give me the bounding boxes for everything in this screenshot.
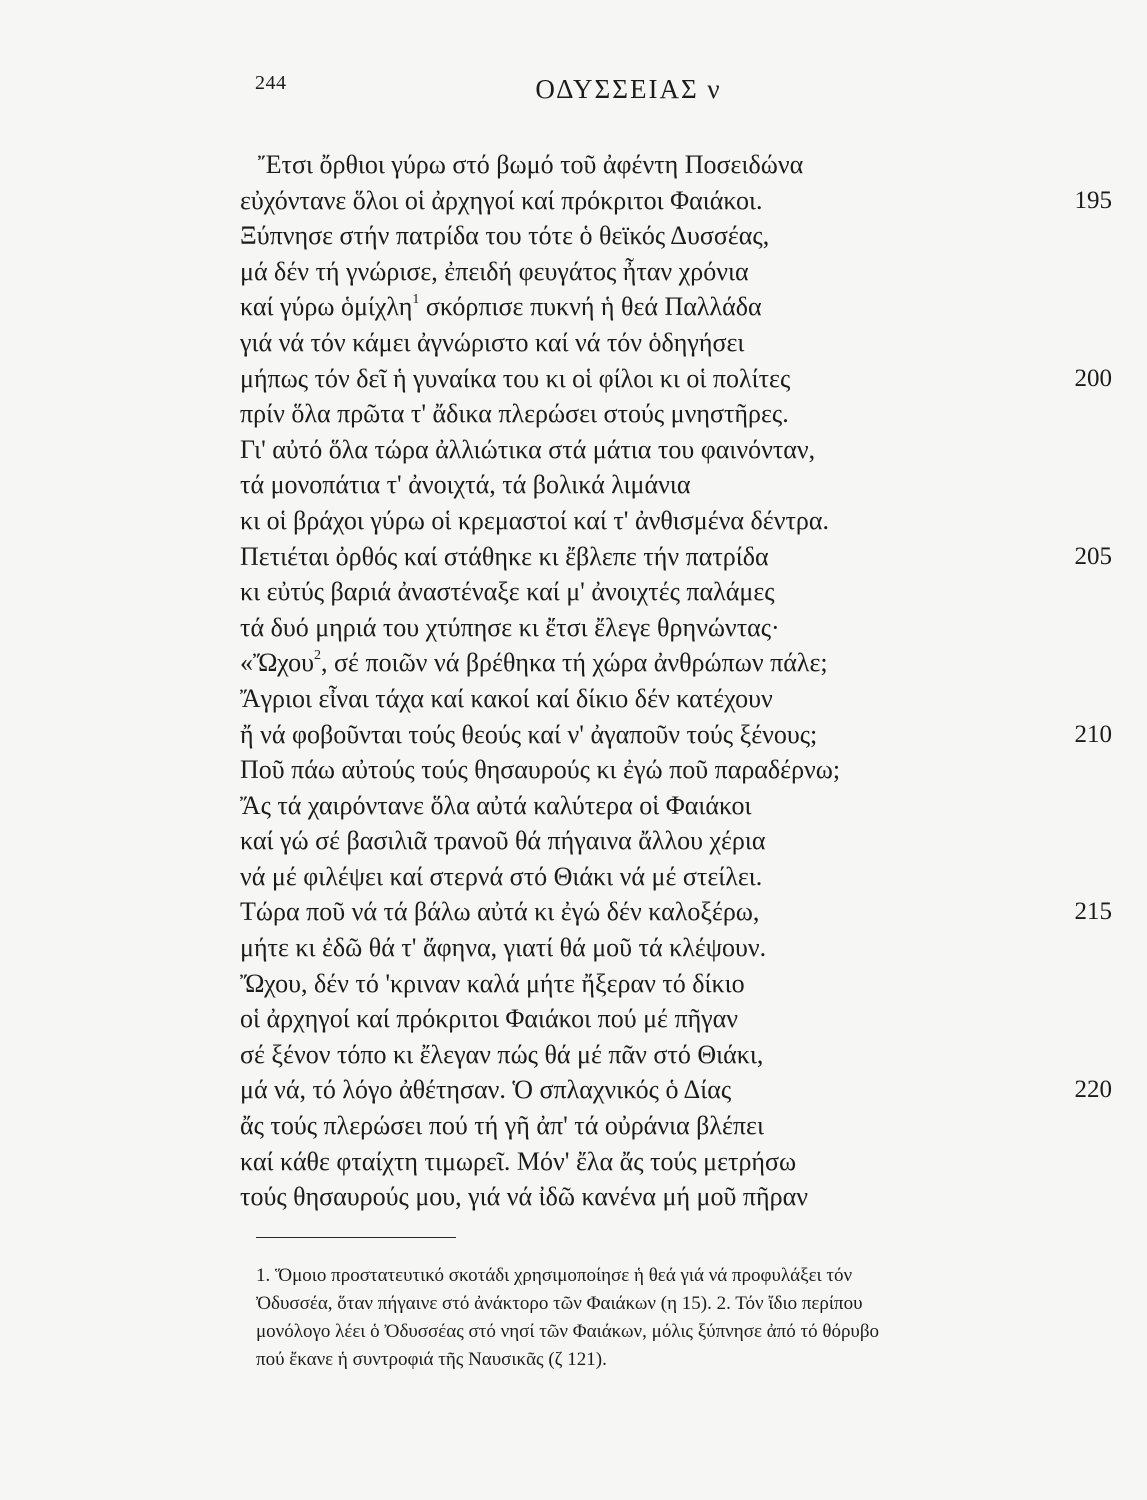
- verse-text-main: ἤ νά φοβοῦνται τούς θεούς καί ν' ἀγαποῦν τούς ξένους;: [240, 719, 818, 749]
- verse-text-main: μά δέν τή γνώρισε, ἐπειδή φευγάτος ἦταν χρόνια: [240, 256, 749, 286]
- verse-text-continuation: σκόρπισε πυκνή ἡ θεά Παλλάδα: [419, 292, 762, 322]
- verse-text: [240, 325, 744, 361]
- verse-text: [240, 645, 828, 681]
- verse-text-main: «Ὤχου: [240, 648, 315, 678]
- verse-text-main: Ἄγριοι εἶναι τάχα καί κακοί καί δίκιο δέν κατέχουν: [240, 683, 773, 713]
- verse-line: [240, 1037, 1120, 1073]
- verse-text-main: γιά νά τόν κάμει ἀγνώριστο καί νά τόν ὁδηγήσει: [240, 327, 745, 357]
- verse-text-main: τά μονοπάτια τ' ἀνοιχτά, τά βολικά λιμάνια: [240, 470, 691, 500]
- verse-text-main: καί γώ σέ βασιλιᾶ τρανοῦ θά πήγαινα ἄλλου χέρια: [240, 826, 766, 856]
- footnote-line: μονόλογο λέει ὁ Ὀδυσσέας στό νησί τῶν Φαιάκων, μόλις ξύπνησε ἀπό τό θόρυβο: [256, 1321, 880, 1342]
- page-number: 244: [255, 72, 287, 94]
- line-number: 200: [1074, 364, 1112, 392]
- verse-text: [240, 539, 769, 575]
- verse-text: [240, 1037, 763, 1073]
- verse-line: [240, 503, 1120, 539]
- verse-text-main: Ὤχου, δέν τό 'κριναν καλά μήτε ἤξεραν τό δίκιο: [240, 968, 745, 998]
- verse-text-main: Πετιέται ὀρθός καί στάθηκε κι ἔβλεπε τήν πατρίδα: [240, 541, 769, 571]
- verse-text-main: Ἄς τά χαιρόντανε ὅλα αὐτά καλύτερα οἱ Φαιάκοι: [240, 790, 752, 820]
- verse-line: [240, 467, 1120, 503]
- verse-text-main: μήτε κι ἐδῶ θά τ' ἄφηνα, γιατί θά μοῦ τά κλέψουν.: [240, 933, 767, 963]
- verse-line: [240, 218, 1120, 254]
- line-number: 215: [1074, 898, 1112, 926]
- verse-line: [240, 183, 1120, 219]
- verse-text-main: Τώρα ποῦ νά τά βάλω αὐτά κι ἐγώ δέν καλοξέρω,: [240, 897, 760, 927]
- verse-text: [240, 574, 775, 610]
- verse-text-main: κι εὐτύς βαριά ἀναστέναξε καί μ' ἀνοιχτές παλάμες: [240, 577, 775, 607]
- verse-text-main: μά νά, τό λόγο ἀθέτησαν. Ὁ σπλαχνικός ὁ Δίας: [240, 1075, 732, 1105]
- verse-text-main: μήπως τόν δεῖ ἡ γυναίκα του κι οἱ φίλοι κι οἱ πολίτες: [240, 363, 791, 393]
- verse-line: [240, 1108, 1120, 1144]
- verse-line: [240, 396, 1120, 432]
- verse-text-main: νά μέ φιλέψει καί στερνά στό Θιάκι νά μέ στείλει.: [240, 861, 763, 891]
- verse-text: [240, 681, 773, 717]
- verse-text: [240, 396, 789, 432]
- footnote-line: 1. Ὅμοιο προστατευτικό σκοτάδι χρησιμοποίησε ἡ θεά γιά νά προφυλάξει τόν: [256, 1265, 853, 1286]
- verse-line: [240, 574, 1120, 610]
- footnote-marker: 1: [412, 292, 420, 308]
- verse-line: [240, 432, 1120, 468]
- verse-block: [240, 147, 1120, 1215]
- verse-text-main: σέ ξένον τόπο κι ἔλεγαν πώς θά μέ πᾶν στό Θιάκι,: [240, 1039, 764, 1069]
- verse-line: [240, 289, 1120, 325]
- verse-line: [240, 717, 1120, 753]
- verse-text-main: Ποῦ πάω αὐτούς τούς θησαυρούς κι ἐγώ ποῦ παραδέρνω;: [240, 755, 841, 785]
- verse-text: [240, 254, 749, 290]
- verse-text-main: τά δυό μηριά του χτύπησε κι ἔτσι ἔλεγε θρηνώντας·: [240, 612, 780, 642]
- verse-line: [240, 823, 1120, 859]
- verse-text: [240, 859, 762, 895]
- verse-text-main: οἱ ἀρχηγοί καί πρόκριτοι Φαιάκοι πού μέ πῆγαν: [240, 1004, 739, 1034]
- verse-text: [240, 361, 790, 397]
- verse-line: [240, 539, 1120, 575]
- footnote-line: πού ἔκανε ἡ συντροφιά τῆς Ναυσικᾶς (ζ 121).: [256, 1349, 607, 1370]
- verse-text: [240, 432, 815, 468]
- line-number: 210: [1074, 720, 1112, 748]
- verse-text-main: εὐχόντανε ὅλοι οἱ ἀρχηγοί καί πρόκριτοι Φαιάκοι.: [240, 185, 763, 215]
- line-number: 220: [1074, 1076, 1112, 1104]
- verse-text-continuation: , σέ ποιῶν νά βρέθηκα τή χώρα ἀνθρώπων πάλε;: [321, 648, 828, 678]
- verse-text: [240, 717, 817, 753]
- verse-text: [240, 788, 752, 824]
- verse-text: [240, 966, 745, 1002]
- verse-text-main: ἄς τούς πλερώσει πού τή γῆ ἀπ' τά οὐράνια βλέπει: [240, 1111, 764, 1141]
- verse-line: [240, 788, 1120, 824]
- verse-text: [240, 1108, 764, 1144]
- running-head-title: ΟΔΥΣΣΕΙΑΣ ν: [535, 74, 722, 104]
- verse-text: [240, 467, 691, 503]
- verse-line: [240, 930, 1120, 966]
- verse-text: [240, 823, 766, 859]
- verse-text-main: Ξύπνησε στήν πατρίδα του τότε ὁ θεϊκός Δυσσέας,: [240, 221, 770, 251]
- verse-text: [240, 610, 780, 646]
- verse-line: [240, 610, 1120, 646]
- footnote-line: Ὀδυσσέα, ὅταν πήγαινε στό ἀνάκτορο τῶν Φαιάκων (η 15). 2. Τόν ἴδιο περίπου: [256, 1293, 863, 1314]
- verse-line: [240, 254, 1120, 290]
- verse-text-main: πρίν ὅλα πρῶτα τ' ἄδικα πλερώσει στούς μνηστῆρες.: [240, 399, 789, 429]
- verse-line: [240, 645, 1120, 681]
- verse-text: [240, 1144, 796, 1180]
- verse-line: [240, 966, 1120, 1002]
- verse-line: [240, 894, 1120, 930]
- verse-line: [240, 361, 1120, 397]
- verse-text: [258, 147, 803, 183]
- verse-text: [240, 1001, 738, 1037]
- verse-text: [240, 218, 769, 254]
- verse-text: [240, 503, 829, 539]
- verse-text-main: τούς θησαυρούς μου, γιά νά ἰδῶ κανένα μή μοῦ πῆραν: [240, 1182, 808, 1212]
- verse-line: [240, 859, 1120, 895]
- verse-line: [240, 1144, 1120, 1180]
- verse-text: [240, 289, 762, 325]
- verse-line: [240, 752, 1120, 788]
- verse-line: [240, 681, 1120, 717]
- line-number: 205: [1074, 542, 1112, 570]
- verse-text-main: καί κάθε φταίχτη τιμωρεῖ. Μόν' ἔλα ἄς τούς μετρήσω: [240, 1146, 797, 1176]
- verse-text: [240, 894, 759, 930]
- verse-line: [240, 147, 1120, 183]
- verse-text: [240, 183, 762, 219]
- verse-text: [240, 752, 840, 788]
- verse-text: [240, 1072, 731, 1108]
- verse-text: [240, 930, 766, 966]
- verse-line: [240, 1179, 1120, 1215]
- verse-text-main: Γι' αὐτό ὅλα τώρα ἀλλιώτικα στά μάτια του φαινόνταν,: [240, 434, 816, 464]
- verse-line: [240, 325, 1120, 361]
- verse-text-main: καί γύρω ὁμίχλη: [240, 292, 413, 322]
- line-number: 195: [1074, 186, 1112, 214]
- verse-text-main: κι οἱ βράχοι γύρω οἱ κρεμαστοί καί τ' ἀνθισμένα δέντρα.: [240, 505, 830, 535]
- verse-line: [240, 1072, 1120, 1108]
- verse-text: [240, 1179, 808, 1215]
- verse-text-main: Ἔτσι ὄρθιοι γύρω στό βωμό τοῦ ἀφέντη Ποσειδώνα: [258, 150, 804, 179]
- verse-line: [240, 1001, 1120, 1037]
- footnote-marker: 2: [314, 648, 322, 664]
- footnote-divider: [256, 1237, 456, 1238]
- footnotes: [256, 1262, 1122, 1374]
